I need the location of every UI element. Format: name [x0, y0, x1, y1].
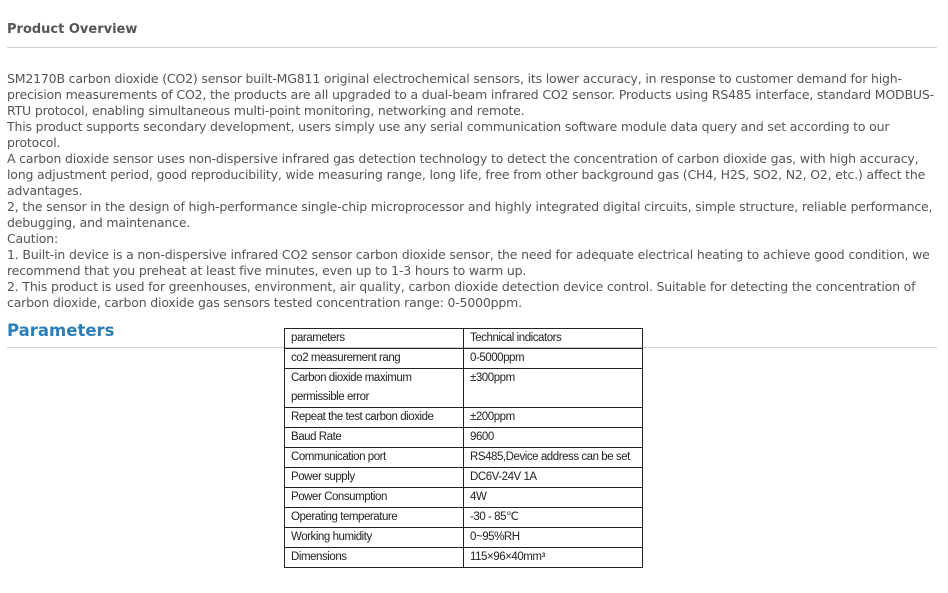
- table-row: [285, 468, 643, 488]
- parameter-name-cell: Carbon dioxide maximum permissible error: [285, 369, 464, 408]
- parameter-value-cell: DC6V-24V 1A: [464, 468, 643, 488]
- parameter-name-cell: Communication port: [285, 448, 464, 468]
- parameter-value-cell: RS485,Device address can be set: [464, 448, 643, 468]
- parameter-value-cell: 9600: [464, 428, 643, 448]
- table-row: [285, 508, 643, 528]
- parameter-name-cell: Operating temperature: [285, 508, 464, 528]
- parameter-value-cell: ±200ppm: [464, 408, 643, 428]
- description-paragraph: This product supports secondary development, users simply use any serial communication software module data query and set according to our protocol.: [7, 119, 890, 150]
- product-page: [7, 0, 937, 362]
- caution-label: Caution:: [7, 231, 59, 246]
- parameter-value-cell: ±300ppm: [464, 369, 643, 408]
- table-row: [285, 528, 643, 548]
- caution-item: 2. This product is used for greenhouses, environment, air quality, carbon dioxide detection device control. Suitable for detecting the concentration of carbon dioxide, carbon dioxide gas sensors tested concentration range: 0-5000ppm.: [7, 279, 916, 310]
- parameter-name-cell: Working humidity: [285, 528, 464, 548]
- parameter-name-cell: Power supply: [285, 468, 464, 488]
- parameter-name-cell: co2 measurement rang: [285, 349, 464, 369]
- parameter-name-cell: Power Consumption: [285, 488, 464, 508]
- table-row: [285, 369, 643, 408]
- parameter-name-cell: Repeat the test carbon dioxide: [285, 408, 464, 428]
- parameter-value-cell: Technical indicators: [464, 329, 643, 349]
- parameters-heading: Parameters: [7, 320, 937, 348]
- parameter-value-cell: -30 - 85℃: [464, 508, 643, 528]
- table-row: [285, 349, 643, 369]
- parameter-name-cell: parameters: [285, 329, 464, 349]
- table-row: [285, 428, 643, 448]
- parameter-value-cell: 4W: [464, 488, 643, 508]
- parameter-value-cell: 0~95%RH: [464, 528, 643, 548]
- description-paragraph: A carbon dioxide sensor uses non-dispersive infrared gas detection technology to detect the concentration of carbon dioxide gas, with high accuracy, long adjustment period, good reproducibility, wide measuring range, long life, free from other background gas (CH4, H2S, SO2, N2, O2, etc.) affect the advantages.: [7, 151, 926, 198]
- table-row: [285, 329, 643, 349]
- table-row: [285, 448, 643, 468]
- description-paragraph: 2, the sensor in the design of high-performance single-chip microprocessor and highly integrated digital circuits, simple structure, reliable performance, debugging, and maintenance.: [7, 199, 933, 230]
- parameter-value-cell: 115×96×40mm³: [464, 548, 643, 568]
- table-row: [285, 548, 643, 568]
- caution-item: 1. Built-in device is a non-dispersive infrared CO2 sensor carbon dioxide sensor, the need for adequate electrical heating to achieve good condition, we recommend that you preheat at least five minutes, even up to 1-3 hours to warm up.: [7, 247, 930, 278]
- table-row: [285, 408, 643, 428]
- parameter-name-cell: Dimensions: [285, 548, 464, 568]
- description-paragraph: SM2170B carbon dioxide (CO2) sensor built-MG811 original electrochemical sensors, its lower accuracy, in response to customer demand for high-precision measurements of CO2, the products are all upgraded to a dual-beam infrared CO2 sensor. Products using RS485 interface, standard MODBUS-RTU protocol, enabling simultaneous multi-point monitoring, networking and remote.: [7, 71, 934, 118]
- parameter-name-cell: Baud Rate: [285, 428, 464, 448]
- parameter-value-cell: 0-5000ppm: [464, 349, 643, 369]
- product-description: [7, 71, 937, 311]
- table-row: [285, 488, 643, 508]
- product-overview-heading: Product Overview: [7, 0, 937, 48]
- parameters-table: [284, 328, 643, 568]
